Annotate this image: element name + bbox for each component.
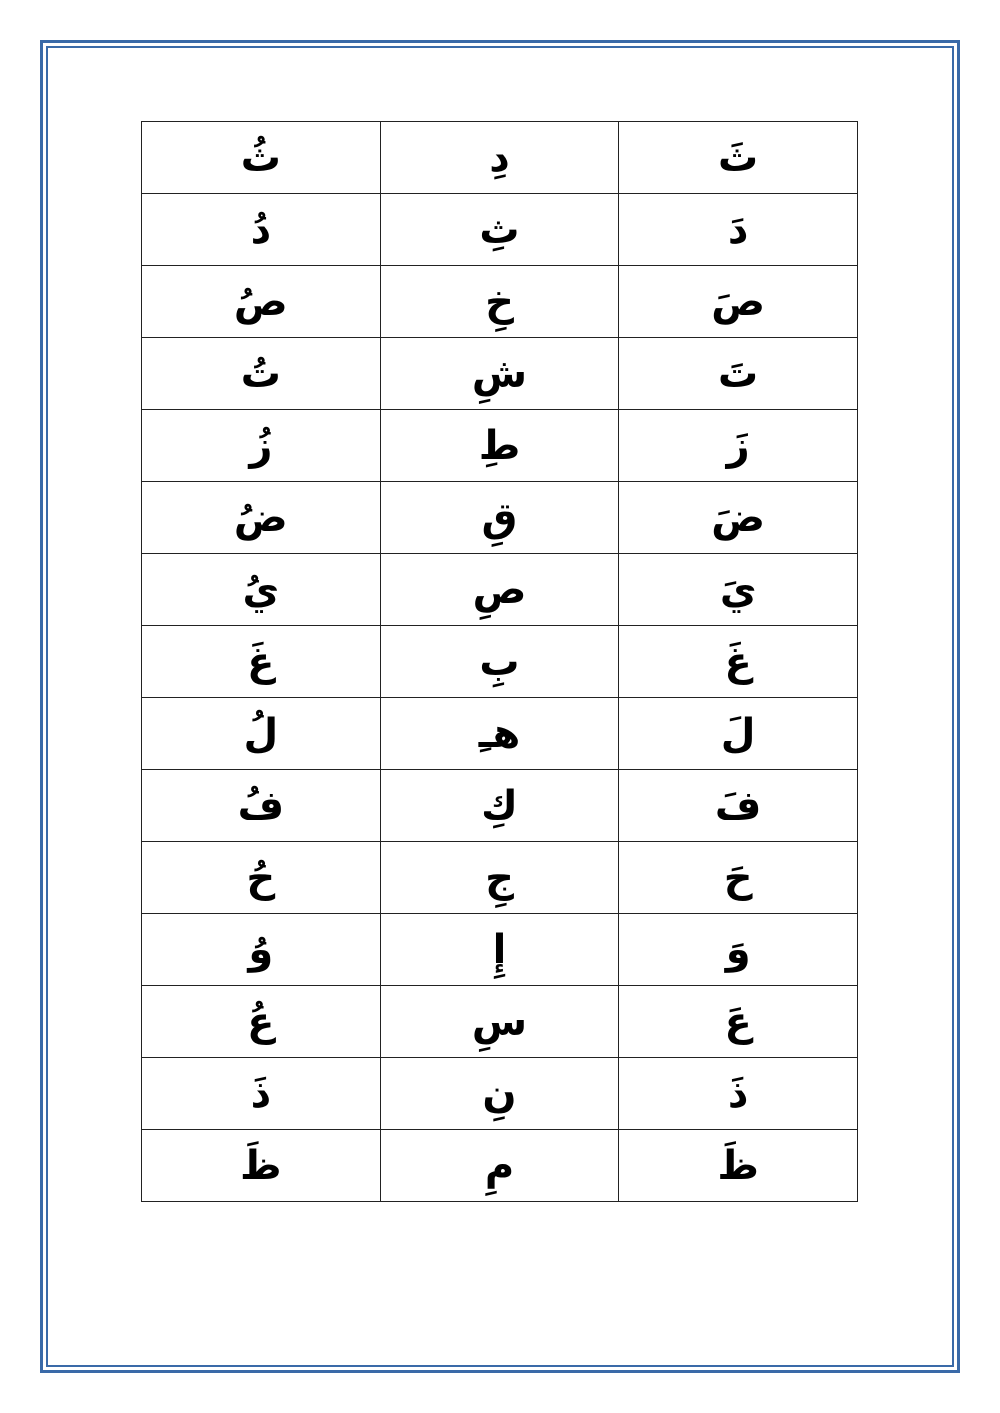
letter-cell: زَ [619,410,858,482]
letter-cell: دَ [619,194,858,266]
letter-cell: دُ [142,194,381,266]
letter-cell: سِ [380,986,619,1058]
table-row [142,914,858,986]
letter-cell: قِ [380,482,619,554]
table-row [142,194,858,266]
table-row [142,554,858,626]
letter-cell: مِ [380,1130,619,1202]
letter-cell: ثُ [142,122,381,194]
letter-cell: جِ [380,842,619,914]
letter-cell: صَ [619,266,858,338]
letter-cell: طِ [380,410,619,482]
letter-cell: فَ [619,770,858,842]
letter-cell: غَ [142,626,381,698]
table-row [142,482,858,554]
letter-cell: تُ [142,338,381,410]
letter-cell: غَ [619,626,858,698]
letter-cell: زُ [142,410,381,482]
table-row [142,986,858,1058]
letter-cell: لَ [619,698,858,770]
letter-cell: شِ [380,338,619,410]
letter-cell: عَ [619,986,858,1058]
letter-cell: حُ [142,842,381,914]
letter-cell: إِ [380,914,619,986]
letter-cell: بِ [380,626,619,698]
table-row [142,770,858,842]
letter-cell: تَ [619,338,858,410]
table-row [142,410,858,482]
letter-cell: ضُ [142,482,381,554]
letter-cell: عُ [142,986,381,1058]
letter-cell: صِ [380,554,619,626]
table-row [142,338,858,410]
letter-cell: يُ [142,554,381,626]
letter-cell: ثِ [380,194,619,266]
letter-cell: وُ [142,914,381,986]
letter-cell: ظَ [142,1130,381,1202]
table-row [142,626,858,698]
table-row [142,1130,858,1202]
letter-cell: خِ [380,266,619,338]
letter-cell: يَ [619,554,858,626]
letter-cell: دِ [380,122,619,194]
letter-cell: ظَ [619,1130,858,1202]
table-row [142,266,858,338]
letter-cell: ذَ [619,1058,858,1130]
letter-cell: فُ [142,770,381,842]
letter-cell: ذَ [142,1058,381,1130]
letter-cell: وَ [619,914,858,986]
table-row [142,1058,858,1130]
letters-table [141,121,858,1202]
letter-cell: صُ [142,266,381,338]
table-row [142,842,858,914]
letter-cell: ضَ [619,482,858,554]
letter-cell: نِ [380,1058,619,1130]
letter-cell: كِ [380,770,619,842]
letter-cell: هـِ [380,698,619,770]
table-row [142,698,858,770]
letter-cell: لُ [142,698,381,770]
table-row [142,122,858,194]
letter-cell: ثَ [619,122,858,194]
letter-cell: حَ [619,842,858,914]
